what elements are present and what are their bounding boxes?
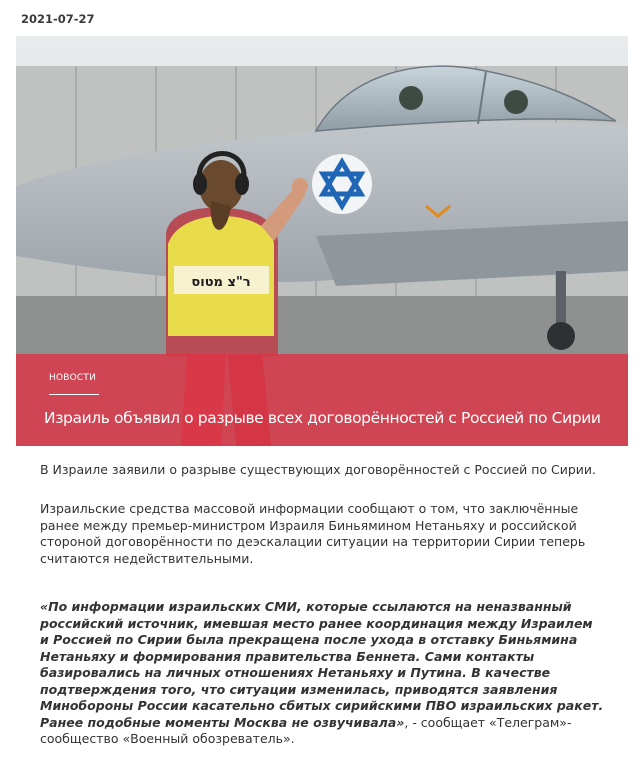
paragraph-media-report: Израильские средства массовой информации сообщают о том, что заключённые ранее между премьер-министром Израиля Биньямином Нетаньяху и российской стороной договорённости по деэскалации ситуации на территории Сирии теперь считаются недействительными. [40,501,586,566]
category-tag[interactable]: НОВОСТИ [49,373,97,383]
paragraph-lead: В Израиле заявили о разрыве существующих договорённостей с Россией по Сирии. [40,462,597,477]
article-headline[interactable]: Израиль объявил о разрыве всех договорённостей с Россией по Сирии [44,409,601,427]
article-date: 2021-07-27 [21,12,95,26]
vest-lettering: ר"צ מטוס [191,275,251,290]
paragraph-quote [40,599,605,748]
quote-text: «По информации израильских СМИ, которые ссылаются на неназванный российский источник, имевшая место ранее координация между Израилем и Россией по Сирии была прекращена после ухода в отставку Биньямина Нетаньяху и формирования правительства Беннета. Сами контакты базировались на личных отношениях Нетаньяху и Путина. В качестве подтверждения того, что ситуации изменилась, приводятся заявления Минобороны России касательно сбитых сирийскими ПВО израильских ракет. Ранее подобные моменты Москва не озвучивала» [40,599,604,730]
headline-band [16,354,628,446]
quote-attribution: , - сообщает «Телеграм»-сообщество «Военный обозреватель». [40,714,572,746]
hero-image[interactable] [16,36,628,446]
category-underline [49,394,99,395]
